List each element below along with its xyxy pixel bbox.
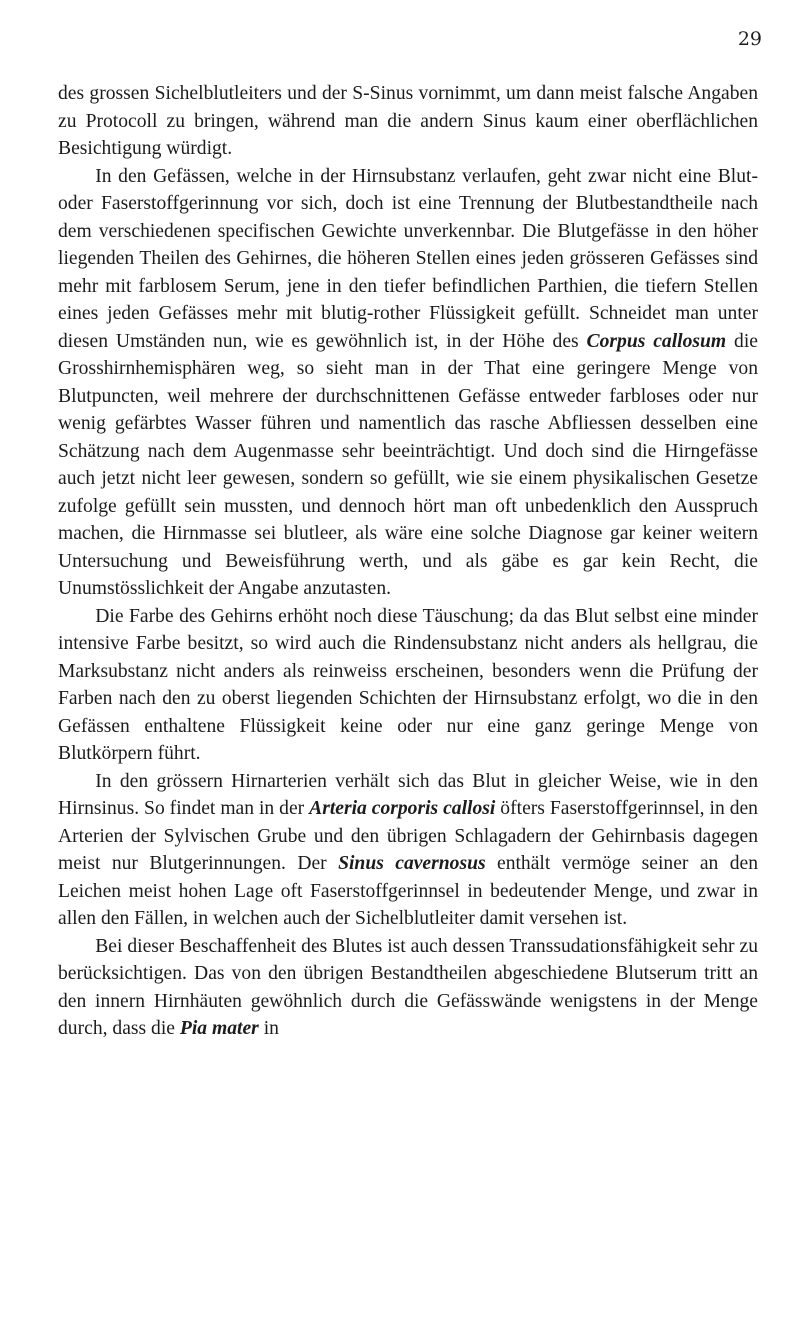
latin-term: Pia mater xyxy=(179,1018,259,1039)
text-run: Die Farbe des Gehirns erhöht noch diese Täuschung; da das Blut selbst eine minder intensive Farbe besitzt, so wird auch die Rindensubstanz nicht anders als hellgrau, die Marksubstanz nicht anders als reinweiss erscheinen, besonders wenn die Prüfung der Farben nach den zu oberst liegenden Schichten der Hirnsubstanz erfolgt, wo die in den Gefässen enthaltene Flüssigkeit keine oder nur eine ganz geringe Menge von Blutkörpern führt. xyxy=(58,605,758,764)
text-run: Bei dieser Beschaffenheit des Blutes ist auch dessen Transsudationsfähigkeit sehr zu berücksichtigen. Das von den übrigen Bestandtheilen abgeschiedene Blutserum tritt an den innern Hirnhäuten gewöhnlich durch die Gefässwände wenigstens in der Menge durch, dass die xyxy=(58,935,758,1039)
text-run: in xyxy=(258,1018,279,1039)
latin-term: Corpus callosum xyxy=(586,330,727,352)
paragraph xyxy=(58,80,758,163)
latin-term: Arteria corporis callosi xyxy=(309,798,496,819)
paragraph xyxy=(58,163,758,603)
text-run: öfters Faserstoffgerinnsel, in den Arterien der Sylvischen Grube und den übrigen Schlagadern der Gehirnbasis dagegen meist nur Blutgerinnungen. Der xyxy=(58,798,758,874)
paragraph xyxy=(58,768,758,933)
page-number: 29 xyxy=(737,28,762,50)
text-run: In den Gefässen, welche in der Hirnsubstanz verlaufen, geht zwar nicht eine Blut- oder Faserstoffgerinnung vor sich, doch ist eine Trennung der Blutbestandtheile nach dem verschiedenen specifischen Gewichte unverkennbar. Die Blutgefässe in den höher liegenden Theilen des Gehirnes, die höheren Stellen eines jeden grösseren Gefässes sind mehr mit farblosem Serum, jene in den tiefer befindlichen Parthien, die tiefern Stellen eines jeden Gefässes mehr mit blutig-rother Flüssigkeit gefüllt. Schneidet man unter diesen Umständen nun, wie es gewöhnlich ist, in der Höhe des xyxy=(58,165,758,352)
latin-term: Sinus cavernosus xyxy=(338,853,486,874)
text-run: des grossen Sichelblutleiters und der S-Sinus vornimmt, um dann meist falsche Angaben zu Protocoll zu bringen, während man die andern Sinus kaum einer oberflächlichen Besichtigung würdigt. xyxy=(58,83,758,159)
body-text xyxy=(58,80,758,1043)
paragraph xyxy=(58,603,758,768)
text-run: In den grössern Hirnarterien verhält sich das Blut in gleicher Weise, wie in den Hirnsinus. So findet man in der xyxy=(58,770,758,819)
text-run: die Grosshirnhemisphären weg, so sieht man in der That eine geringere Menge von Blutpuncten, weil mehrere der durchschnittenen Gefässe entweder farbloses oder nur wenig gefärbtes Wasser führen und namentlich das rasche Abfliessen desselben eine Schätzung nach dem Augenmasse sehr beeinträchtigt. Und doch sind die Hirngefässe auch jetzt nicht leer gewesen, sondern so gefüllt, wie sie einem physikalischen Gesetze zufolge gefüllt sein mussten, und dennoch hört man oft unbedenklich den Ausspruch machen, die Hirnmasse sei blutleer, als wäre eine solche Diagnose gar keiner weitern Untersuchung und Beweisführung werth, und als gäbe es gar kein Recht, die Unumstösslichkeit der Angabe anzutasten. xyxy=(58,330,758,599)
text-run: enthält vermöge seiner an den Leichen meist hohen Lage oft Faserstoffgerinnsel in bedeutender Menge, und zwar in allen den Fällen, in welchen auch der Sichelblutleiter damit versehen ist. xyxy=(58,853,758,929)
paragraph xyxy=(58,933,758,1043)
